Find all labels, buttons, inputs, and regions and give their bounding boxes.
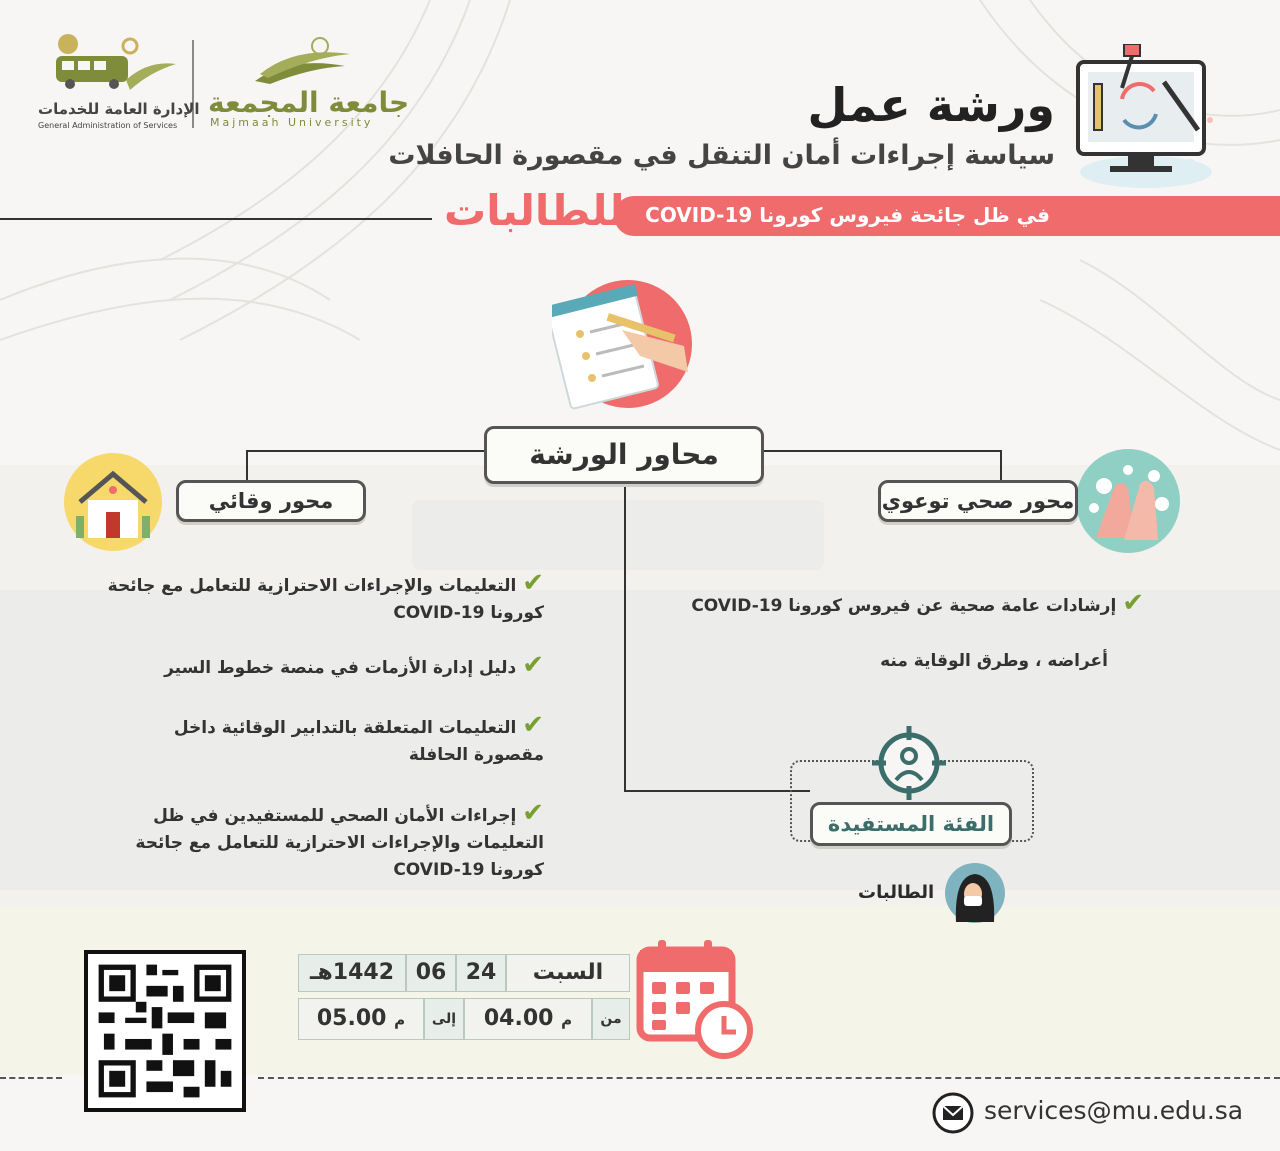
health-item-1: ✔ إرشادات عامة صحية عن فيروس كورونا COVID-19	[691, 588, 1144, 618]
check-icon: ✔	[522, 710, 544, 740]
checklist-icon	[552, 276, 694, 410]
university-logo-icon	[250, 36, 360, 86]
connector-left-drop	[246, 450, 248, 480]
workshop-subtitle: سياسة إجراءات أمان التنقل في مقصورة الحافلات	[388, 140, 1055, 171]
target-person-icon	[872, 726, 946, 800]
schedule-to-time: م 05.00	[298, 998, 424, 1040]
schedule-year: 1442هـ	[298, 954, 406, 992]
schedule-day: السبت	[506, 954, 630, 992]
calendar-clock-icon	[634, 936, 756, 1060]
preventive-item-4: ✔ إجراءات الأمان الصحي للمستفيدين في ظل التعليمات والإجراءات الاحترازية للتعامل مع جائحة كورونا COVID-19	[135, 798, 544, 880]
check-icon: ✔	[522, 650, 544, 680]
connector-left	[246, 450, 484, 452]
preventive-item-1: ✔ التعليمات والإجراءات الاحترازية للتعامل مع جائحة كورونا COVID-19	[107, 568, 544, 623]
covid-banner-text: في ظل جائحة فيروس كورونا COVID-19	[645, 203, 1050, 227]
qr-code-icon[interactable]	[84, 950, 246, 1112]
health-item-2: أعراضه ، وطرق الوقاية منه	[880, 651, 1108, 671]
check-icon: ✔	[522, 798, 544, 828]
connector-to-target	[624, 790, 810, 792]
health-axis-label: محور صحي توعوي	[878, 480, 1078, 522]
qr-code-pattern	[88, 954, 242, 1108]
admin-name-ar: الإدارة العامة للخدمات	[38, 100, 200, 118]
connector-right-drop	[1000, 450, 1002, 480]
preventive-item-3: ✔ التعليمات المتعلقة بالتدابير الوقائية داخل مقصورة الحافلة	[173, 710, 544, 765]
check-icon: ✔	[522, 568, 544, 598]
connector-right	[764, 450, 1002, 452]
admin-services-logo-icon	[38, 30, 178, 98]
monitor-tools-icon	[1070, 44, 1220, 194]
university-name-en: Majmaah University	[210, 116, 374, 129]
check-icon: ✔	[1122, 588, 1144, 618]
schedule-day-number: 24	[456, 954, 506, 992]
schedule-to-label: إلى	[424, 998, 464, 1040]
preventive-item-2: ✔ دليل إدارة الأزمات في منصة خطوط السير	[164, 650, 544, 680]
schedule-month: 06	[406, 954, 456, 992]
schedule-from-label: من	[592, 998, 630, 1040]
handwash-icon	[1074, 448, 1182, 554]
target-group-label: الفئة المستفيدة	[810, 802, 1012, 846]
workshop-axes-title: محاور الورشة	[484, 426, 764, 484]
admin-name-en: General Administration of Services	[38, 121, 178, 130]
university-name-ar: جامعة المجمعة	[208, 86, 410, 119]
mail-icon	[932, 1092, 974, 1134]
footer-dash-left	[0, 1077, 62, 1079]
target-group-value: الطالبات	[858, 882, 935, 903]
student-avatar-icon	[944, 862, 1006, 924]
workshop-title: ورشة عمل	[807, 78, 1055, 132]
preventive-axis-label: محور وقائي	[176, 480, 366, 522]
footer-dash-right	[258, 1077, 1280, 1079]
house-icon	[62, 452, 164, 552]
connector-center-down	[624, 484, 626, 792]
schedule-from-time: م 04.00	[464, 998, 592, 1040]
header-divider-line	[0, 218, 432, 220]
contact-email[interactable]: services@mu.edu.sa	[984, 1096, 1244, 1125]
audience-highlight: للطالبات	[444, 186, 625, 235]
